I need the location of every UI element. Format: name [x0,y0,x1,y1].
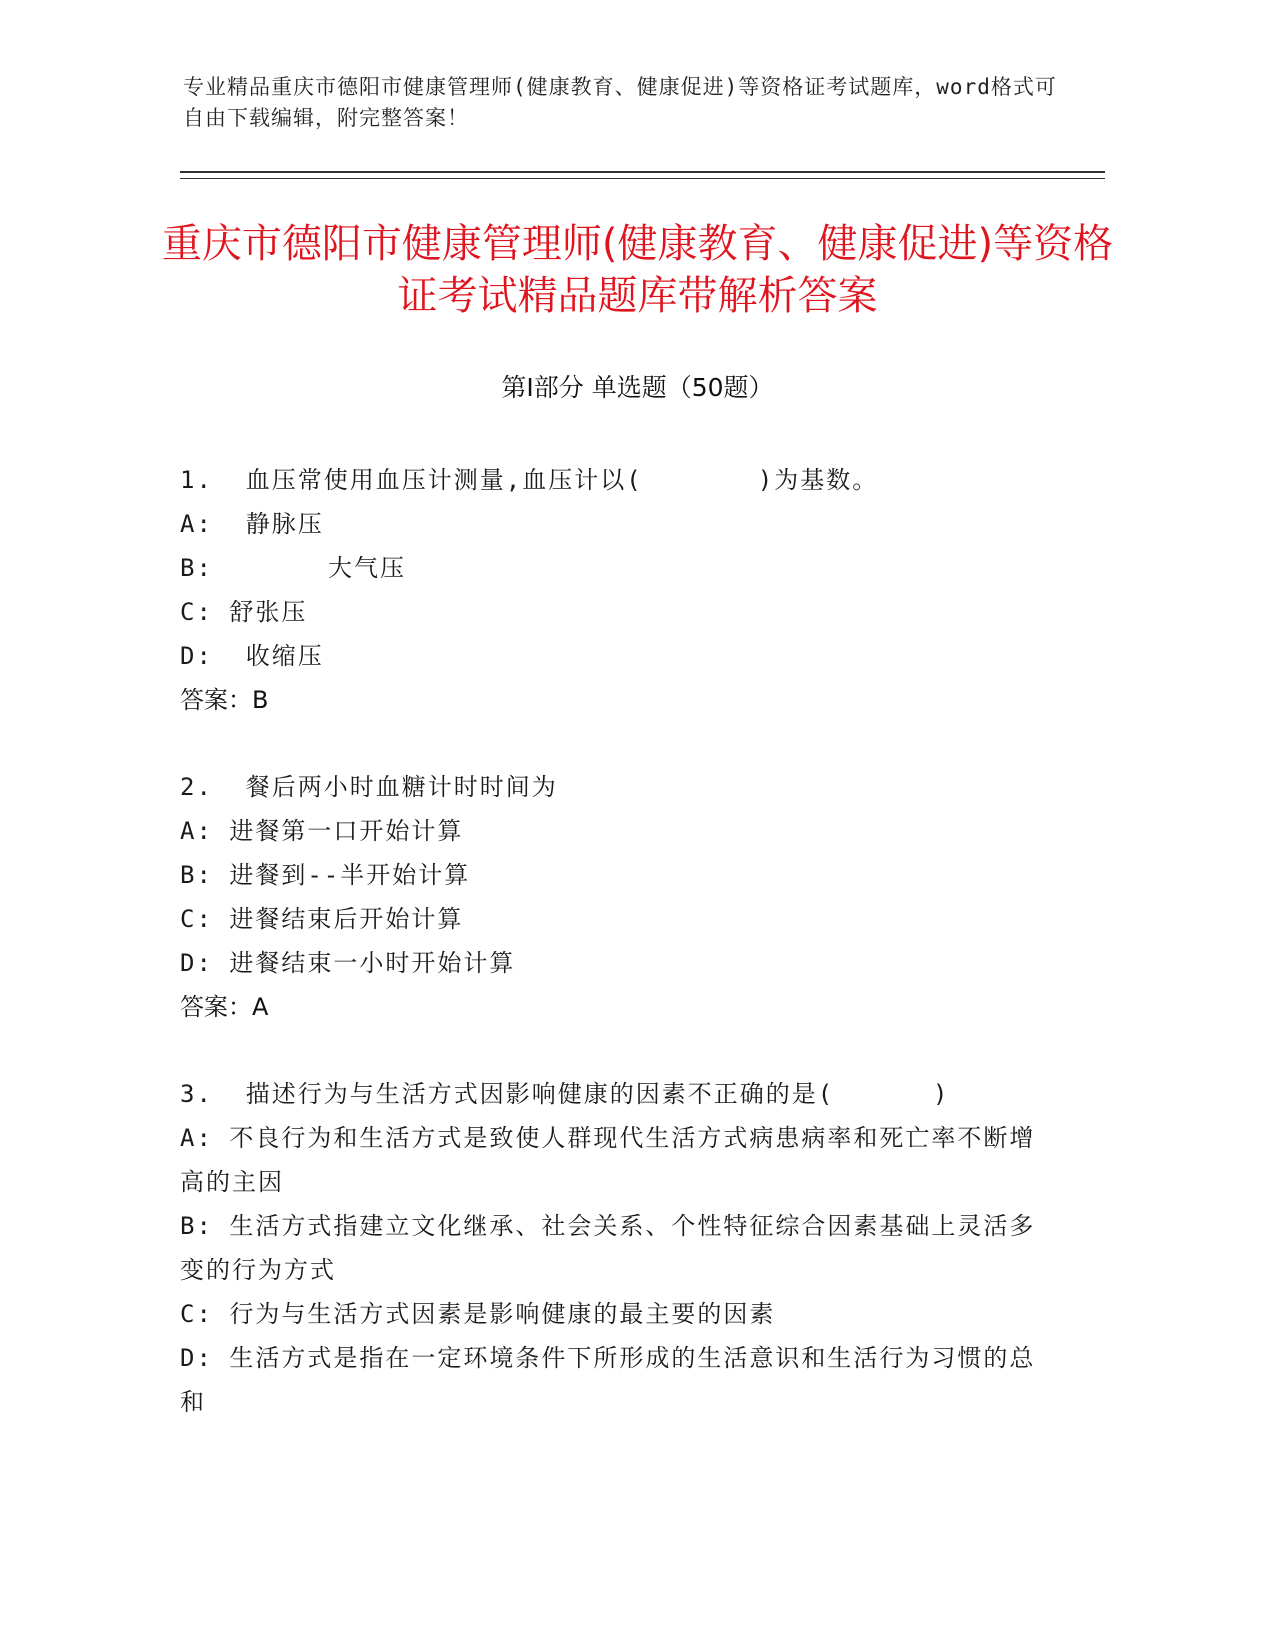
section-title: 第Ⅰ部分 单选题（50题） [501,373,774,402]
question-stem: 1. 血压常使用血压计测量,血压计以( )为基数。 [180,466,879,494]
option-c: C: 行为与生活方式因素是影响健康的最主要的因素 [180,1300,776,1328]
question-stem: 2. 餐后两小时血糖计时时间为 [180,773,558,801]
header-divider-thin [180,178,1105,179]
option-c: C: 进餐结束后开始计算 [180,905,464,933]
option-d: D: 生活方式是指在一定环境条件下所形成的生活意识和生活行为习惯的总和 [180,1344,1036,1416]
document-title: 重庆市德阳市健康管理师(健康教育、健康促进)等资格证考试精品题库带解析答案 [161,221,1114,319]
option-d: D: 收缩压 [180,642,324,670]
question-3 [180,1072,1040,1424]
question-2 [180,765,1040,1029]
question-stem: 3. 描述行为与生活方式因影响健康的因素不正确的是( ) [180,1080,950,1108]
question-1 [180,458,1040,722]
question-list [180,458,1040,1467]
option-b: B: 生活方式指建立文化继承、社会关系、个性特征综合因素基础上灵活多变的行为方式 [180,1212,1036,1284]
option-d: D: 进餐结束一小时开始计算 [180,949,516,977]
answer: 答案：A [180,993,269,1021]
option-b: B: 进餐到--半开始计算 [180,861,471,889]
option-a: A: 进餐第一口开始计算 [180,817,464,845]
header-note: 专业精品重庆市德阳市健康管理师(健康教育、健康促进)等资格证考试题库，word格式可自由下载编辑，附完整答案！ [183,75,1057,130]
option-c: C: 舒张压 [180,598,308,626]
option-b: B: 大气压 [180,554,407,582]
option-a: A: 不良行为和生活方式是致使人群现代生活方式病患病率和死亡率不断增高的主因 [180,1124,1036,1196]
header-divider-thick [180,171,1105,173]
answer: 答案：B [180,686,269,714]
option-a: A: 静脉压 [180,510,324,538]
